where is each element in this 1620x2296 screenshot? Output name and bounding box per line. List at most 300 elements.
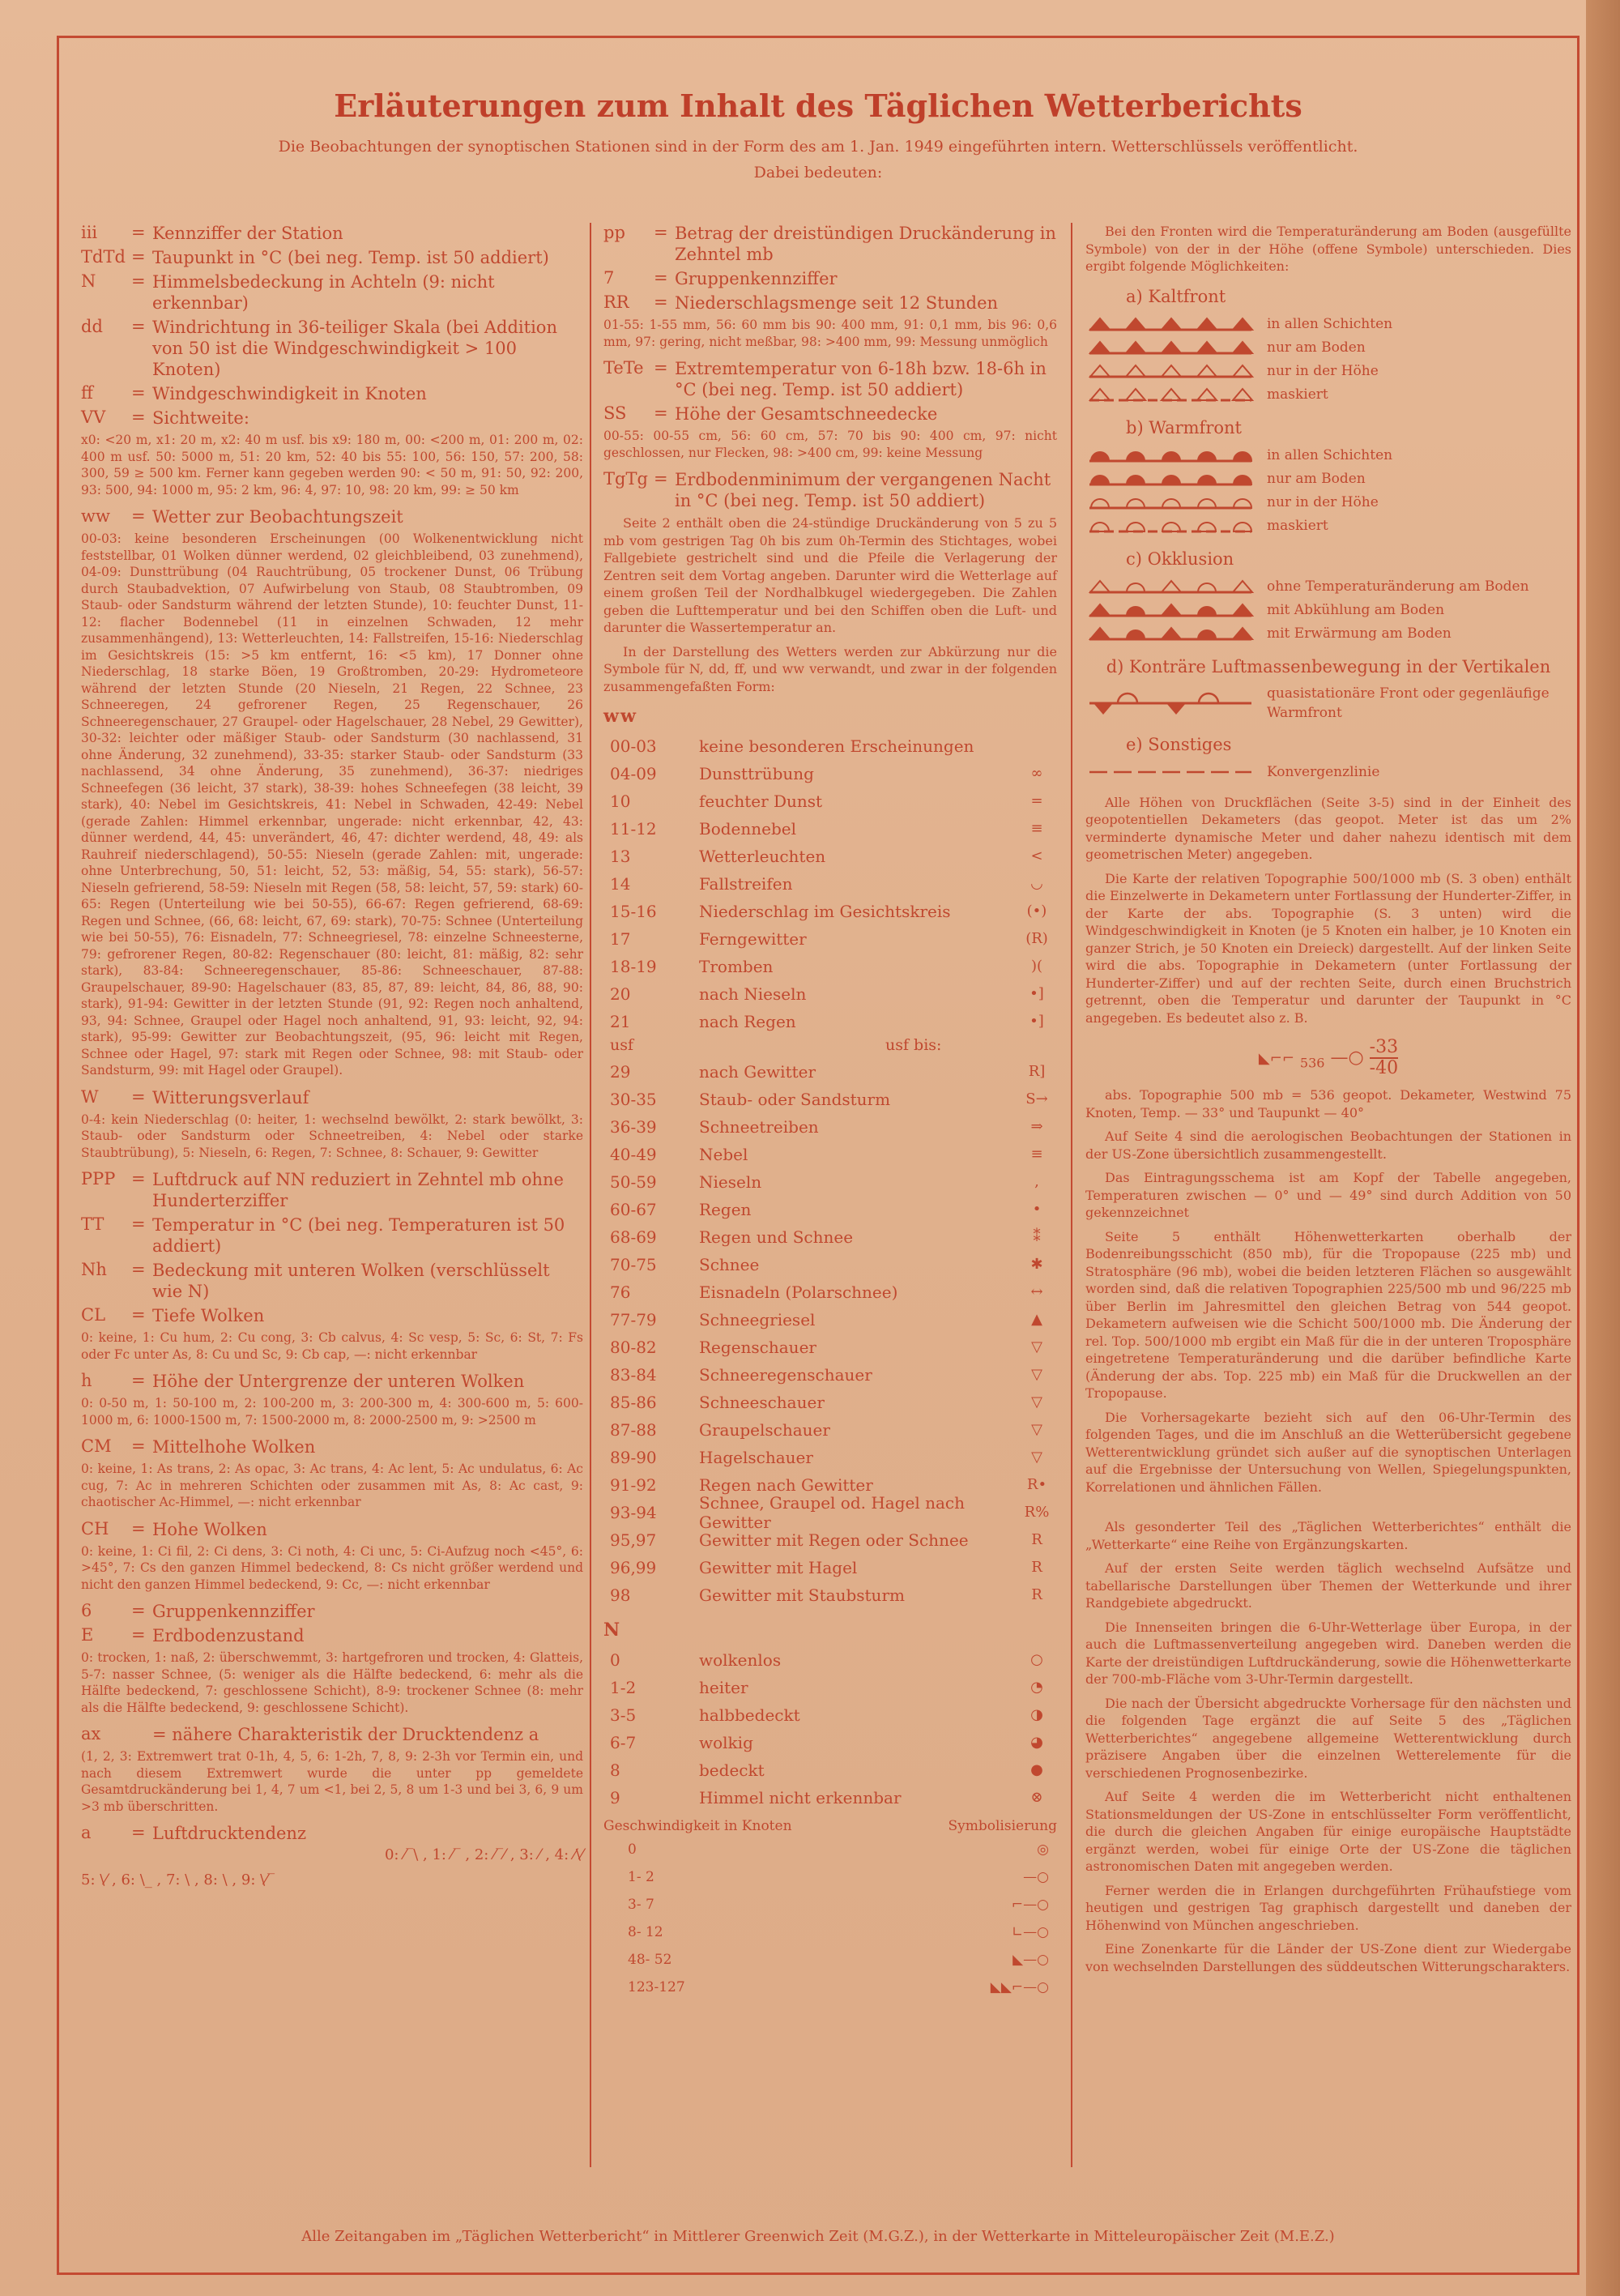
weather-symbol-icon: ≡ xyxy=(1030,1146,1043,1163)
front-label: mit Erwärmung am Boden xyxy=(1267,625,1452,642)
column-middle xyxy=(603,223,1057,2001)
tendency-symbols-1: 0: ⁄‾\ , 1: ⁄‾ , 2: ⁄‾⁄ , 3: ⁄ , 4: ⁄\⁄ xyxy=(384,1846,583,1863)
front-label: maskiert xyxy=(1267,518,1328,534)
weather-symbol-icon: ◡ xyxy=(1030,875,1043,892)
weather-symbol-icon: ⌐—○ xyxy=(1011,1897,1049,1913)
fronten-intro: Bei den Fronten wird die Temperaturänderung am Boden (ausgefüllte Symbole) von der in der Höhe (offene Symbole) unterschieden. Dies ergibt folgende Möglichkeiten: xyxy=(1085,224,1571,274)
front-row xyxy=(1085,360,1571,383)
table-row xyxy=(603,787,1057,815)
entry-e: E = Erdbodenzustand xyxy=(81,1625,583,1646)
entry-desc: = nähere Charakteristik der Drucktendenz a xyxy=(152,1725,539,1744)
row-label: Hagelschauer xyxy=(699,1448,813,1467)
entry-desc: Höhe der Gesamtschneedecke xyxy=(675,404,938,424)
paragraph-8: Als gesonderter Teil des „Täglichen Wetterberichtes“ enthält die „Wetterkarte“ eine Reihe von Ergänzungskarten. xyxy=(1085,1519,1571,1552)
weather-symbol-icon: ◣◣⌐—○ xyxy=(990,1979,1049,1995)
front-row xyxy=(1085,313,1571,336)
entry-key: CH xyxy=(81,1518,109,1538)
table-row xyxy=(603,980,1057,1008)
entry-desc: Gruppenkennziffer xyxy=(675,269,838,288)
row-code: 18-19 xyxy=(610,957,657,976)
weather-symbol-icon: —○ xyxy=(1023,1869,1049,1885)
entry-key: N xyxy=(81,271,96,291)
table-row xyxy=(603,1278,1057,1306)
row-label: Eisnadeln (Polarschnee) xyxy=(699,1282,898,1302)
weather-symbol-icon: ≡ xyxy=(1030,820,1043,837)
ww-note: 00-03: keine besonderen Erscheinungen (00 Wolkenentwicklung nicht feststellbar, 01 Wolken dünner werdend, 02 gleichbleibend, 03 zunehmend), 04-09: Dunsttrübung (04 Rauchtrübung, 05 trockener Dunst, 06 Trübung durch Staubadvektion, 07 Aufwirbelung von Staub, 08 Staubtromben, 09 Staub- oder Sandsturm während der letzten Stunde), 10: feuchter Dunst, 11-12: flacher Bodennebel (11 in einzelnen Schwaden, 12 mehr zusammenhängend), 13: Wetterleuchten, 14: Fallstreifen, 15-16: Niederschlag im Gesichtskreis (15: >5 km entfernt, 16: <5 km), 17 Donner ohne Niederschlag, 18 starke Böen, 19 Großtromben, 20-29: Hydrometeore während der letzten Stunde (20 Nieseln, 21 Regen, 22 Schnee, 23 Schneeregen, 24 gefrorener Regen, 25 Regenschauer, 26 Schneeregenschauer, 27 Graupel- oder Hagelschauer, 28 Nebel, 29 Gewitter), 30-32: leichter oder mäßiger Staub- oder Sandsturm (30 nachlassend, 31 ohne Änderung, 32 zunehmend), 33-35: starker Staub- oder Sandsturm (33 nachlassend, 34 ohne Änderung, 35 zunehmend), 36-37: niedriges Schneefegen (36 leicht, 37 stark), 38-39: hohes Schneefegen (38 leicht, 39 stark), 40: Nebel im Gesichtskreis, 41: Nebel in Schwaden, 42-49: Nebel (gerade Zahlen: Himmel erkennbar, ungerade: nicht erkennbar, 42, 43: dünner werdend, 44, 45: unverändert, 46, 47: dichter werdend, 48, 49: als Rauhreif niederschlagend), 50-55: Nieseln (gerade Zahlen: mit, ungerade: ohne Unterbrechung, 50, 51: leicht, 52, 53: mäßig, 54, 55: stark), 56-57: Nieseln gefrierend, 58-59: Nieseln mit Regen (58, 58: leicht, 57, 59: stark) 60-65: Regen (Unterteilung wie bei 50-55), 66-67: Regen gefrierend, 68-69: Regen und Schnee, (66, 68: leicht, 67, 69: stark), 70-75: Schnee (Unterteilung wie bei 50-55), 76: Eisnadeln, 77: Schneegriesel, 78: einzelne Schneesterne, 79: gefrorener Regen, 80-82: Regenschauer (80: leicht, 81: mäßig, 82: sehr stark), 83-84: Schneeregenschauer, 85-86: Schneeschauer, 87-88: Graupelschauer, 89-90: Hagelschauer (83, 85, 87, 89: leicht, 84, 86, 88, 90: stark), 91-94: Gewitter in der letzten Stunde (91, 92: Regen noch anhaltend, 93, 94: Schnee, Graupel oder Hagel noch anhaltend, 91, 93: leicht, 92, 94: stark), 95-99: Gewitter zur Beobachtungszeit, (95, 96: leicht mit Regen, Schnee oder Hagel, 97: stark mit Regen oder Schnee, 98: mit Staub- oder Sandsturm, 99: mit Hagel oder Graupel). xyxy=(81,531,583,1078)
wind-speed-table xyxy=(603,1836,1057,2001)
table-row xyxy=(603,843,1057,870)
row-code: 83-84 xyxy=(610,1365,657,1385)
entry-key: SS xyxy=(603,403,627,423)
row-label: Staub- oder Sandsturm xyxy=(699,1090,891,1109)
row-label: Schnee, Graupel od. Hagel nach Gewitter xyxy=(699,1493,965,1532)
weather-symbol-icon: •] xyxy=(1030,985,1044,1002)
table-row xyxy=(603,1756,1057,1784)
warm-front-icon xyxy=(1085,445,1256,466)
page-title: Erläuterungen zum Inhalt des Täglichen Wetterberichts xyxy=(334,87,1302,124)
okk-front-icon xyxy=(1085,623,1256,644)
ch-note: 0: keine, 1: Ci fil, 2: Ci dens, 3: Ci noth, 4: Ci unc, 5: Ci-Aufzug noch <45°, 6: >45°, 7: Cs den ganzen Himmel bedeckend, 8: Cs nicht größer werdend und nicht den ganzen Himmel bedeckend, 9: Cc, —: nicht erkennbar xyxy=(81,1543,583,1592)
entry-key: VV xyxy=(81,408,106,427)
front-row xyxy=(1085,336,1571,360)
entry-desc: Luftdrucktendenz xyxy=(152,1824,307,1843)
paragraph-6: Seite 5 enthält Höhenwetterkarten oberhalb der Bodenreibungsschicht (850 mb), für die Tropopause (225 mb) und Stratosphäre (96 mb), wobei die beiden letzteren Flächen so ausgewählt worden sind, daß die relativen Topographien 225/500 mb und 96/225 mb über Berlin im Jahresmittel den gleichen Betrag von 544 geopot. Dekametern aufweisen wie die Schicht 500/1000 mb. Die Änderung der rel. Top. 500/1000 mb ergibt ein Maß für die in der unteren Troposphäre eingetretene Temperaturänderung und die darüber befindliche Karte (Änderung der abs. Top. 225 mb) ein Maß für die Druckwellen an der Tropopause. xyxy=(1085,1228,1571,1401)
weather-symbol-icon: ▽ xyxy=(1031,1366,1042,1383)
usf-label: usf bis: xyxy=(885,1036,942,1054)
paragraph-4: Auf Seite 4 sind die aerologischen Beobachtungen der Stationen in der US-Zone übersichtlich zusammengestellt. xyxy=(1085,1129,1571,1162)
front-row xyxy=(1085,575,1571,599)
entry-key: TdTd xyxy=(81,247,126,267)
row-code: 70-75 xyxy=(610,1255,657,1274)
table-row xyxy=(603,1196,1057,1223)
table-row xyxy=(603,1946,1057,1974)
kontraer-heading: d) Konträre Luftmassenbewegung in der Vertikalen xyxy=(1106,656,1551,676)
row-label: Regenschauer xyxy=(699,1338,816,1357)
entry-ax xyxy=(81,1724,583,1745)
row-code: 10 xyxy=(610,792,631,811)
rr-note: 01-55: 1-55 mm, 56: 60 mm bis 90: 400 mm, 91: 0,1 mm, bis 96: 0,6 mm, 97: gering, nicht meßbar, 98: >400 mm, 99: Messung unmöglich xyxy=(603,318,1057,349)
row-code: 48- 52 xyxy=(628,1952,672,1968)
table-row xyxy=(603,1141,1057,1168)
okk-front-icon xyxy=(1085,600,1256,621)
row-code: 0 xyxy=(628,1841,637,1858)
kalt-front-icon xyxy=(1085,337,1256,358)
weather-symbol-icon: ▽ xyxy=(1031,1421,1042,1438)
front-label: ohne Temperaturänderung am Boden xyxy=(1267,578,1529,595)
entry-key: dd xyxy=(81,317,103,336)
table-row xyxy=(603,1918,1057,1946)
weather-symbol-icon: R] xyxy=(1028,1063,1046,1080)
weather-symbol-icon: )( xyxy=(1030,958,1043,975)
paragraph-9: Auf der ersten Seite werden täglich wechselnd Aufsätze und tabellarische Darstellungen über Themen der Wetterkunde und ihrer Randgebiete abgedruckt. xyxy=(1085,1560,1571,1611)
binding-edge xyxy=(1586,0,1620,2296)
row-label: Tromben xyxy=(699,957,774,976)
paragraph-13: Ferner werden die in Erlangen durchgeführten Frühaufstiege vom heutigen und gestrigen Tag graphisch dargestellt und daneben der Höhenwind von München angeschrieben. xyxy=(1085,1882,1571,1933)
weather-symbol-icon: ∞ xyxy=(1030,765,1043,782)
row-code: 80-82 xyxy=(610,1338,657,1357)
weather-symbol-icon: • xyxy=(1032,1201,1042,1218)
entry-key: ax xyxy=(81,1724,101,1743)
row-label: halbbedeckt xyxy=(699,1705,800,1725)
weather-symbol-icon: (•) xyxy=(1026,903,1047,920)
entry-desc: Höhe der Untergrenze der unteren Wolken xyxy=(152,1372,525,1391)
column-divider xyxy=(1071,223,1072,2167)
weather-symbol-icon: ▲ xyxy=(1031,1311,1042,1328)
row-label: Wetterleuchten xyxy=(699,847,826,866)
table-row xyxy=(603,870,1057,898)
table-row xyxy=(603,1444,1057,1471)
table-row xyxy=(603,732,1057,760)
row-label: heiter xyxy=(699,1678,748,1697)
front-row xyxy=(1085,467,1571,491)
weather-symbol-icon: ◎ xyxy=(1037,1841,1049,1858)
entry-desc: Windrichtung in 36-teiliger Skala (bei Addition von 50 ist die Windgeschwindigkeit > 100 Knoten) xyxy=(152,318,557,379)
row-code: 68-69 xyxy=(610,1227,657,1247)
weather-symbol-icon: ○ xyxy=(1030,1651,1043,1668)
table-row xyxy=(603,1389,1057,1416)
table-row xyxy=(603,815,1057,843)
entry-n: N = Himmelsbedeckung in Achteln (9: nicht erkennbar) xyxy=(81,271,583,314)
symbolisierung-label: Symbolisierung xyxy=(948,1818,1057,1834)
entry-desc: Tiefe Wolken xyxy=(152,1306,265,1325)
entry-tete: TeTe = Extremtemperatur von 6-18h bzw. 18-6h in °C (bei neg. Temp. ist 50 addiert) xyxy=(603,358,1057,400)
entry-desc: Extremtemperatur von 6-18h bzw. 18-6h in °C (bei neg. Temp. ist 50 addiert) xyxy=(675,359,1047,399)
row-code: 13 xyxy=(610,847,631,866)
table-row xyxy=(603,1554,1057,1581)
paragraph-14: Eine Zonenkarte für die Länder der US-Zone dient zur Wiedergabe von wechselnden Darstellungen des süddeutschen Witterungscharakters. xyxy=(1085,1941,1571,1974)
table-row xyxy=(603,1674,1057,1701)
table-row xyxy=(603,1581,1057,1609)
entry-rr: RR = Niederschlagsmenge seit 12 Stunden xyxy=(603,292,1057,314)
footer-note: Alle Zeitangaben im „Täglichen Wetterbericht“ in Mittlerer Greenwich Zeit (M.G.Z.), in der Wetterkarte in Mitteleuropäischer Zeit (M.E.Z.) xyxy=(301,2228,1335,2245)
entry-ww: ww = Wetter zur Beobachtungszeit xyxy=(81,506,583,527)
weather-symbol-icon: , xyxy=(1034,1173,1039,1190)
front-label: in allen Schichten xyxy=(1267,447,1393,463)
kalt-front-icon xyxy=(1085,384,1256,405)
entry-desc: Taupunkt in °C (bei neg. Temp. ist 50 addiert) xyxy=(152,248,549,267)
okklusion-heading: c) Okklusion xyxy=(1126,548,1234,569)
ww-header: ww xyxy=(603,706,637,727)
row-label: Schneegriesel xyxy=(699,1310,816,1329)
row-code: 60-67 xyxy=(610,1200,657,1219)
warm-front-icon xyxy=(1085,492,1256,513)
row-code: 8- 12 xyxy=(628,1924,663,1940)
weather-symbol-icon: ▽ xyxy=(1031,1338,1042,1355)
ax-note: (1, 2, 3: Extremwert trat 0-1h, 4, 5, 6: 1-2h, 7, 8, 9: 2-3h vor Termin ein, und nach diesem Extremwert wurde die unter pp gemeldete Gesamtdruckänderung bei 1, 4, 7 um <1, bei 2, 5, 8 um 1-3 und bei 3, 6, 9 um >3 mb überschritten. xyxy=(81,1749,583,1814)
kaltfront-heading: a) Kaltfront xyxy=(1126,286,1226,306)
row-label: nach Regen xyxy=(699,1012,796,1031)
row-label: nach Gewitter xyxy=(699,1062,816,1082)
table-row xyxy=(603,1251,1057,1278)
row-code: 87-88 xyxy=(610,1420,657,1440)
weather-symbol-icon: R xyxy=(1031,1586,1042,1603)
entry-cm: CM = Mittelhohe Wolken xyxy=(81,1436,583,1457)
n-header: N xyxy=(603,1620,622,1641)
entry-key: ww xyxy=(81,506,110,526)
column-right xyxy=(1085,223,1571,1982)
wind-barb-icon: ◣⌐⌐ xyxy=(1258,1050,1294,1067)
convergence-line-icon xyxy=(1085,764,1256,780)
vv-note: x0: <20 m, x1: 20 m, x2: 40 m usf. bis x9: 180 m, 00: <200 m, 01: 200 m, 02: 400 m usf. 50: 5000 m, 51: 20 km, 52: 40 bis 55: 100, 56: 150, 57: 200, 58: 300, 59 ≥ 500 km. Ferner kann gegeben werden 90: < 50 m, 91: 50, 92: 200, 93: 500, 94: 1000 m, 95: 2 km, 96: 4, 97: 10, 98: 20 km, 99: ≥ 50 km xyxy=(81,433,583,497)
entry-dd: dd = Windrichtung in 36-teiliger Skala (bei Addition von 50 ist die Windgeschwindigkeit > 100 Knoten) xyxy=(81,317,583,380)
seite-2-paragraph: Seite 2 enthält oben die 24-stündige Druckänderung von 5 zu 5 mb vom gestrigen Tag 0h bis zum 0h-Termin des Stichtages, wobei Fallgebiete gestrichelt sind und die Pfeile die Verlagerung der Zentren seit dem Vortag angeben. Darunter wird die Wetterlage auf einem großen Teil der Nordhalbkugel wiedergegeben. Die Zahlen geben die Lufttemperatur und bei den Schiffen oben die Luft- und darunter die Wassertemperatur an. xyxy=(603,515,1057,635)
sonstiges-heading: e) Sonstiges xyxy=(1126,734,1232,754)
entry-key: TT xyxy=(81,1214,104,1234)
cl-note: 0: keine, 1: Cu hum, 2: Cu cong, 3: Cb calvus, 4: Sc vesp, 5: Sc, 6: St, 7: Fs oder Fc unter As, 8: Cu und Sc, 9: Cb cap, —: nicht erkennbar xyxy=(81,1330,583,1362)
weather-symbol-icon: ✱ xyxy=(1030,1256,1043,1273)
row-code: 0 xyxy=(610,1650,620,1670)
entry-key: a xyxy=(81,1823,92,1842)
row-label: Schnee xyxy=(699,1255,760,1274)
darstellung-paragraph: In der Darstellung des Wetters werden zur Abkürzung nur die Symbole für N, dd, ff, und ww verwandt, und zwar in der folgenden zusammengefaßten Form: xyxy=(603,643,1057,694)
entry-key: E xyxy=(81,1625,94,1645)
konvergenz-label: Konvergenzlinie xyxy=(1267,764,1380,780)
entry-desc: Gruppenkennziffer xyxy=(152,1602,315,1621)
row-code: 50-59 xyxy=(610,1172,657,1192)
front-label: maskiert xyxy=(1267,386,1328,403)
front-label: nur in der Höhe xyxy=(1267,363,1379,379)
row-code: 36-39 xyxy=(610,1117,657,1137)
table-row xyxy=(603,760,1057,787)
entry-key: CL xyxy=(81,1305,106,1325)
row-label: wolkenlos xyxy=(699,1650,782,1670)
row-label: wolkig xyxy=(699,1733,753,1752)
row-code: 1-2 xyxy=(610,1678,637,1697)
kaltfront-symbols xyxy=(1085,313,1571,407)
row-code: 29 xyxy=(610,1062,631,1082)
table-row xyxy=(603,1836,1057,1863)
row-label: Schneeregenschauer xyxy=(699,1365,872,1385)
formula-height: 536 xyxy=(1299,1055,1325,1071)
entry-tgtg: TgTg = Erdbodenminimum der vergangenen Nacht in °C (bei neg. Temp. ist 50 addiert) xyxy=(603,469,1057,511)
station-model-example xyxy=(1085,1038,1571,1078)
row-label: keine besonderen Erscheinungen xyxy=(699,736,974,756)
paragraph-7: Die Vorhersagekarte bezieht sich auf den 06-Uhr-Termin des folgenden Tages, und die im Anschluß an die Wetterübersicht gegebene Wetterentwicklung gründet sich außer auf die synoptischen Unterlagen auf die Ergebnisse der Untersuchung von Wellen, Spiegelungspunkten, Korrelationen und ähnlichen Fällen. xyxy=(1085,1409,1571,1495)
column-divider xyxy=(590,223,591,2167)
row-code: 15-16 xyxy=(610,902,657,921)
entry-ff: ff = Windgeschwindigkeit in Knoten xyxy=(81,383,583,404)
weather-symbol-icon: ↔ xyxy=(1030,1283,1043,1300)
row-label: Gewitter mit Regen oder Schnee xyxy=(699,1530,969,1550)
h-note: 0: 0-50 m, 1: 50-100 m, 2: 100-200 m, 3: 200-300 m, 4: 300-600 m, 5: 600-1000 m, 6: 1000-1500 m, 7: 1500-2000 m, 8: 2000-2500 m, 9: >2500 m xyxy=(81,1396,583,1428)
table-row xyxy=(603,1223,1057,1251)
kontraer-row xyxy=(1085,683,1571,723)
row-label: Himmel nicht erkennbar xyxy=(699,1788,902,1807)
front-row xyxy=(1085,599,1571,622)
front-label: nur am Boden xyxy=(1267,471,1366,487)
row-label: nach Nieseln xyxy=(699,984,807,1004)
row-label: feuchter Dunst xyxy=(699,792,823,811)
entry-desc: Kennziffer der Station xyxy=(152,224,343,243)
weather-symbol-icon: R xyxy=(1031,1559,1042,1576)
ss-note: 00-55: 00-55 cm, 56: 60 cm, 57: 70 bis 90: 400 cm, 97: nicht geschlossen, nur Flecken, 98: >400 cm, 99: keine Messung xyxy=(603,429,1057,460)
usf-label: usf xyxy=(610,1036,634,1054)
weather-symbol-icon: ◑ xyxy=(1030,1706,1043,1723)
paragraph-1: Alle Höhen von Druckflächen (Seite 3-5) sind in der Einheit des geopotentiellen Dekameters (das geopot. Meter ist das um 2% verminderte dynamische Meter und daher nahezu identisch mit dem geometrischen Meter) angegeben. xyxy=(1085,794,1571,862)
row-label: Fallstreifen xyxy=(699,874,793,894)
weather-symbol-icon: S→ xyxy=(1025,1090,1048,1107)
front-row xyxy=(1085,444,1571,467)
kalt-front-icon xyxy=(1085,314,1256,335)
front-row xyxy=(1085,622,1571,646)
entry-key: pp xyxy=(603,223,625,242)
row-label: Nieseln xyxy=(699,1172,762,1192)
weather-symbol-icon: R% xyxy=(1024,1504,1050,1521)
row-code: 1- 2 xyxy=(628,1869,654,1885)
row-code: 30-35 xyxy=(610,1090,657,1109)
entry-key: RR xyxy=(603,292,629,312)
ww-table xyxy=(603,732,1057,1035)
row-code: 20 xyxy=(610,984,631,1004)
table-row xyxy=(603,1416,1057,1444)
entry-desc: Bedeckung mit unteren Wolken (verschlüsselt wie N) xyxy=(152,1261,550,1301)
stationary-front-icon xyxy=(1085,687,1256,719)
cm-note: 0: keine, 1: As trans, 2: As opac, 3: Ac trans, 4: Ac lent, 5: Ac undulatus, 6: Ac cug, 7: Ac in mehreren Schichten oder zusammen mit As, 8: Ac cast, 9: chaotischer Ac-Himmel, —: nicht erkennbar xyxy=(81,1462,583,1509)
table-row xyxy=(603,953,1057,980)
row-code: 98 xyxy=(610,1585,631,1605)
e-note: 0: trocken, 1: naß, 2: überschwemmt, 3: hartgefroren und trocken, 4: Glatteis, 5-7: nasser Schnee, (5: weniger als die Hälfte bedeckend, 6: mehr als die Hälfte bedeckend, 7: geschlossene Schicht), 8-9: trockener Schnee (8: mehr als die Hälfte bedeckend, 9: geschlossene Schicht). xyxy=(81,1650,583,1715)
entry-h: h = Höhe der Untergrenze der unteren Wolken xyxy=(81,1371,583,1392)
weather-symbol-icon: R• xyxy=(1026,1476,1047,1493)
row-code: 3- 7 xyxy=(628,1897,654,1913)
entry-tt: TT = Temperatur in °C (bei neg. Temperaturen ist 50 addiert) xyxy=(81,1214,583,1257)
row-label: Niederschlag im Gesichtskreis xyxy=(699,902,951,921)
weather-symbol-icon: < xyxy=(1030,847,1043,864)
column-left xyxy=(81,223,583,1897)
row-code: 14 xyxy=(610,874,631,894)
warmfront-symbols xyxy=(1085,444,1571,538)
okklusion-symbols xyxy=(1085,575,1571,646)
weather-symbol-icon: ◔ xyxy=(1030,1679,1043,1696)
usf-row xyxy=(603,1035,1057,1058)
row-code: 04-09 xyxy=(610,764,657,783)
weather-symbol-icon: ● xyxy=(1030,1761,1043,1778)
front-row xyxy=(1085,383,1571,407)
row-label: Regen nach Gewitter xyxy=(699,1475,873,1495)
row-label: Nebel xyxy=(699,1145,748,1164)
formula-dewpoint: -40 xyxy=(1369,1058,1399,1078)
table-row xyxy=(603,1646,1057,1674)
table-row xyxy=(603,1113,1057,1141)
front-label: in allen Schichten xyxy=(1267,316,1393,332)
entry-pp: pp = Betrag der dreistündigen Druckänderung in Zehntel mb xyxy=(603,223,1056,264)
kalt-front-icon xyxy=(1085,361,1256,382)
entry-tdtd: TdTd = Taupunkt in °C (bei neg. Temp. ist 50 addiert) xyxy=(81,247,583,268)
subtitle: Die Beobachtungen der synoptischen Stationen sind in der Form des am 1. Jan. 1949 eingeführten intern. Wetterschlüssels veröffentlicht. xyxy=(278,138,1358,156)
row-code: 21 xyxy=(610,1012,631,1031)
row-code: 17 xyxy=(610,929,631,949)
row-label: bedeckt xyxy=(699,1760,765,1780)
table-row xyxy=(603,1784,1057,1812)
row-code: 93-94 xyxy=(610,1503,657,1522)
wind-speed-header xyxy=(603,1816,1057,1836)
wind-speed-label: Geschwindigkeit in Knoten xyxy=(603,1818,792,1834)
front-label: nur am Boden xyxy=(1267,339,1366,356)
row-code: 6-7 xyxy=(610,1733,637,1752)
entry-cl: CL = Tiefe Wolken xyxy=(81,1305,583,1326)
weather-symbol-icon: ▽ xyxy=(1031,1449,1042,1466)
entry-a: a = Luftdrucktendenz xyxy=(81,1823,583,1844)
row-label: Regen und Schnee xyxy=(699,1227,854,1247)
weather-symbol-icon: (R) xyxy=(1025,930,1048,947)
row-label: Schneeschauer xyxy=(699,1393,825,1412)
entry-desc: Betrag der dreistündigen Druckänderung in Zehntel mb xyxy=(675,224,1056,264)
row-code: 11-12 xyxy=(610,819,657,839)
row-code: 3-5 xyxy=(610,1705,637,1725)
entry-key: h xyxy=(81,1371,92,1390)
row-label: Graupelschauer xyxy=(699,1420,830,1440)
table-row xyxy=(603,1526,1057,1554)
front-row xyxy=(1085,491,1571,514)
entry-desc: Witterungsverlauf xyxy=(152,1087,309,1107)
front-label: mit Abkühlung am Boden xyxy=(1267,602,1445,618)
entry-key: 6 xyxy=(81,1601,92,1620)
row-code: 95,97 xyxy=(610,1530,657,1550)
table-row xyxy=(603,1701,1057,1729)
entry-desc: Himmelsbedeckung in Achteln (9: nicht erkennbar) xyxy=(152,272,495,313)
row-code: 85-86 xyxy=(610,1393,657,1412)
row-code: 96,99 xyxy=(610,1558,657,1577)
n-table xyxy=(603,1646,1057,1812)
row-code: 00-03 xyxy=(610,736,657,756)
front-label: nur in der Höhe xyxy=(1267,494,1379,510)
row-code: 77-79 xyxy=(610,1310,657,1329)
table-row xyxy=(603,1334,1057,1361)
entry-ppp: PPP = Luftdruck auf NN reduziert in Zehntel mb ohne Hunderterziffer xyxy=(81,1169,583,1211)
table-row xyxy=(603,925,1057,953)
table-row xyxy=(603,1306,1057,1334)
table-row xyxy=(603,1493,1057,1532)
weather-symbol-icon: ⇒ xyxy=(1030,1118,1043,1135)
weather-symbol-icon: = xyxy=(1030,792,1043,809)
formula-temperature: -33 xyxy=(1369,1037,1399,1057)
row-label: Bodennebel xyxy=(699,819,797,839)
table-row xyxy=(603,1086,1057,1113)
warm-front-icon xyxy=(1085,468,1256,489)
kontraer-label: quasistationäre Front oder gegenläufige Warmfront xyxy=(1267,685,1550,721)
row-code: 91-92 xyxy=(610,1475,657,1495)
warm-front-icon xyxy=(1085,515,1256,536)
tendency-symbols-2: 5: \⁄ , 6: \_ , 7: \ , 8: \ , 9: \⁄‾ xyxy=(81,1871,275,1888)
formula-fraction xyxy=(1370,1038,1398,1078)
entry-desc: Niederschlagsmenge seit 12 Stunden xyxy=(675,293,999,313)
row-label: Regen xyxy=(699,1200,752,1219)
entry-desc: Erdbodenminimum der vergangenen Nacht in °C (bei neg. Temp. ist 50 addiert) xyxy=(675,470,1051,510)
entry-desc: Hohe Wolken xyxy=(152,1519,267,1539)
entry-iii: iii = Kennziffer der Station xyxy=(81,223,583,244)
okk-front-icon xyxy=(1085,576,1256,597)
entry-key: ff xyxy=(81,383,93,403)
table-row xyxy=(603,1008,1057,1035)
entry-w: W = Witterungsverlauf xyxy=(81,1087,583,1108)
subtitle-2: Dabei bedeuten: xyxy=(753,164,883,181)
warmfront-heading: b) Warmfront xyxy=(1126,417,1242,437)
row-label: Schneetreiben xyxy=(699,1117,819,1137)
entry-desc: Luftdruck auf NN reduziert in Zehntel mb ohne Hunderterziffer xyxy=(152,1170,564,1210)
table-row xyxy=(603,1891,1057,1918)
row-code: 89-90 xyxy=(610,1448,657,1467)
paragraph-12: Auf Seite 4 werden die im Wetterbericht nicht enthaltenen Stationsmeldungen der US-Zone in entschlüsselter Form veröffentlicht, die durch die gleichen Angaben für einige europäische Hauptstädte ergänzt werden, wobei für einige Orte der US-Zone die täglichen astronomischen Daten mit angegeben werden. xyxy=(1085,1789,1571,1874)
weather-symbol-icon: ⁑ xyxy=(1033,1228,1041,1245)
entry-nh: Nh = Bedeckung mit unteren Wolken (verschlüsselt wie N) xyxy=(81,1260,583,1302)
entry-key: 7 xyxy=(603,268,615,288)
table-row xyxy=(603,1168,1057,1196)
entry-vv: VV = Sichtweite: xyxy=(81,408,583,429)
weather-symbol-icon: ◣—○ xyxy=(1013,1952,1049,1968)
entry-key: CM xyxy=(81,1436,112,1456)
entry-desc: Windgeschwindigkeit in Knoten xyxy=(152,384,427,403)
entry-ss: SS = Höhe der Gesamtschneedecke xyxy=(603,403,1057,425)
